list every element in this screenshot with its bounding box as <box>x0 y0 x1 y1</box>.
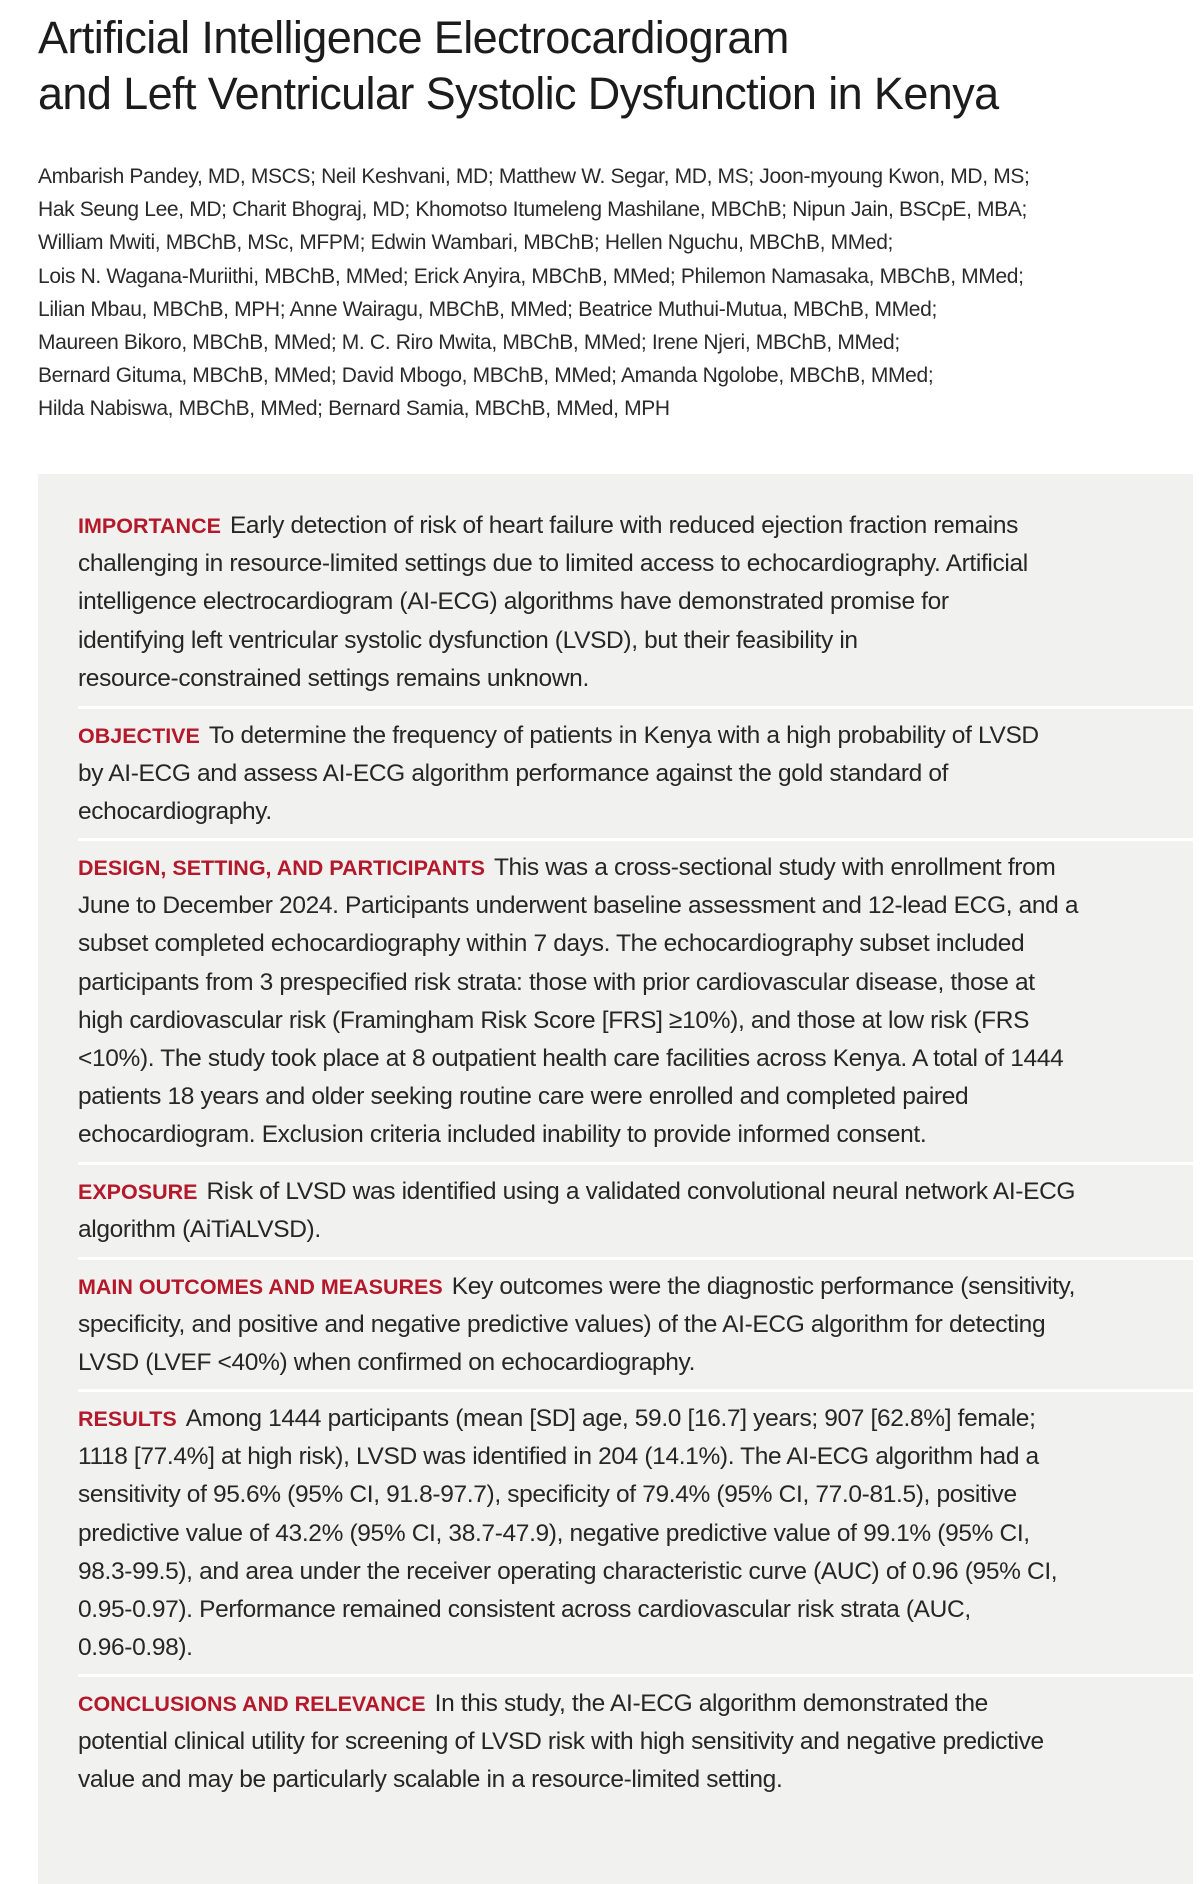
section-text-line: algorithm (AiTiALVSD). <box>78 1216 321 1244</box>
section-divider <box>78 1674 1198 1677</box>
abstract-box <box>38 474 1193 1884</box>
section-text-line: sensitivity of 95.6% (95% CI, 91.8-97.7), specificity of 79.4% (95% CI, 77.0-81.5), positive <box>78 1481 1017 1509</box>
section-text-line: value and may be particularly scalable in a resource-limited setting. <box>78 1766 783 1794</box>
section-text-line: Key outcomes were the diagnostic performance (sensitivity, <box>451 1273 1076 1300</box>
author-line: William Mwiti, MBChB, MSc, MFPM; Edwin Wambari, MBChB; Hellen Nguchu, MBChB, MMed; <box>38 231 894 255</box>
article-title-line-1: Artificial Intelligence Electrocardiogram <box>38 12 789 63</box>
section-text-line: echocardiogram. Exclusion criteria included inability to provide informed consent. <box>78 1121 927 1149</box>
section-text-line: To determine the frequency of patients in Kenya with a high probability of LVSD <box>208 722 1039 749</box>
section-text-line: potential clinical utility for screening of LVSD risk with high sensitivity and negative predictive <box>78 1728 1044 1756</box>
section-divider <box>78 1257 1198 1260</box>
section-text-line: In this study, the AI-ECG algorithm demonstrated the <box>434 1690 988 1717</box>
article-title-line-2: and Left Ventricular Systolic Dysfunction in Kenya <box>38 68 999 119</box>
article-title <box>38 10 1158 122</box>
author-line: Bernard Gituma, MBChB, MMed; David Mbogo, MBChB, MMed; Amanda Ngolobe, MBChB, MMed; <box>38 364 934 388</box>
section-heading: OBJECTIVE <box>78 724 200 748</box>
section-text-line: identifying left ventricular systolic dysfunction (LVSD), but their feasibility in <box>78 626 858 654</box>
section-text-line: 0.95-0.97). Performance remained consistent across cardiovascular risk strata (AUC, <box>78 1596 971 1624</box>
abstract-section-exposure <box>78 1173 1198 1249</box>
section-text-line: resource-constrained settings remains unknown. <box>78 664 589 692</box>
section-text-line: by AI-ECG and assess AI-ECG algorithm performance against the gold standard of <box>78 760 949 788</box>
author-line: Maureen Bikoro, MBChB, MMed; M. C. Riro Mwita, MBChB, MMed; Irene Njeri, MBChB, MMed; <box>38 331 900 355</box>
abstract-section-results <box>78 1400 1198 1667</box>
author-line: Lois N. Wagana-Muriithi, MBChB, MMed; Erick Anyira, MBChB, MMed; Philemon Namasaka, MBChB, MMed; <box>38 264 1024 288</box>
author-line: Hilda Nabiswa, MBChB, MMed; Bernard Samia, MBChB, MMed, MPH <box>38 397 670 421</box>
section-heading: EXPOSURE <box>78 1180 198 1204</box>
section-divider <box>78 838 1198 841</box>
section-text-line: challenging in resource-limited settings due to limited access to echocardiography. Artificial <box>78 550 1028 578</box>
section-text-line: <10%). The study took place at 8 outpatient health care facilities across Kenya. A total of 1444 <box>78 1045 1064 1073</box>
author-line: Ambarish Pandey, MD, MSCS; Neil Keshvani, MD; Matthew W. Segar, MD, MS; Joon-myoung Kwon, MD, MS; <box>38 165 1030 188</box>
section-text-line: Risk of LVSD was identified using a validated convolutional neural network AI-ECG <box>206 1178 1076 1205</box>
section-divider <box>78 706 1198 709</box>
section-text-line: Early detection of risk of heart failure with reduced ejection fraction remains <box>229 512 1018 539</box>
abstract-section-importance <box>78 507 1198 698</box>
section-text-line: participants from 3 prespecified risk strata: those with prior cardiovascular disease, those at <box>78 968 1035 996</box>
section-heading: IMPORTANCE <box>78 514 221 538</box>
abstract-section-conclusions <box>78 1685 1198 1800</box>
section-text-line: patients 18 years and older seeking routine care were enrolled and completed paired <box>78 1083 969 1111</box>
abstract-section-objective <box>78 717 1198 832</box>
section-heading: RESULTS <box>78 1407 177 1431</box>
section-divider <box>78 1162 1198 1165</box>
abstract-section-outcomes <box>78 1268 1198 1383</box>
section-text-line: This was a cross-sectional study with enrollment from <box>493 854 1056 881</box>
section-text-line: specificity, and positive and negative predictive values) of the AI-ECG algorithm for detecting <box>78 1311 1046 1339</box>
section-text-line: high cardiovascular risk (Framingham Risk Score [FRS] ≥10%), and those at low risk (FRS <box>78 1006 1030 1034</box>
section-text-line: 98.3-99.5), and area under the receiver operating characteristic curve (AUC) of 0.96 (95% CI, <box>78 1557 1058 1585</box>
section-heading: CONCLUSIONS AND RELEVANCE <box>78 1692 426 1716</box>
abstract-section-design <box>78 849 1198 1155</box>
author-list <box>38 160 1168 426</box>
section-heading: DESIGN, SETTING, AND PARTICIPANTS <box>78 856 485 880</box>
section-text-line: LVSD (LVEF <40%) when confirmed on echocardiography. <box>78 1349 696 1377</box>
section-text-line: 1118 [77.4%] at high risk), LVSD was identified in 204 (14.1%). The AI-ECG algorithm had a <box>78 1443 1039 1471</box>
section-text-line: intelligence electrocardiogram (AI-ECG) algorithms have demonstrated promise for <box>78 588 949 616</box>
section-text-line: predictive value of 43.2% (95% CI, 38.7-47.9), negative predictive value of 99.1% (95% CI, <box>78 1519 1030 1547</box>
section-text-line: Among 1444 participants (mean [SD] age, 59.0 [16.7] years; 907 [62.8%] female; <box>185 1405 1036 1432</box>
section-heading: MAIN OUTCOMES AND MEASURES <box>78 1275 443 1299</box>
section-text-line: echocardiography. <box>78 798 272 826</box>
section-text-line: subset completed echocardiography within 7 days. The echocardiography subset included <box>78 930 1025 958</box>
section-text-line: 0.96-0.98). <box>78 1634 193 1662</box>
author-line: Lilian Mbau, MBChB, MPH; Anne Wairagu, MBChB, MMed; Beatrice Muthui-Mutua, MBChB, MMed; <box>38 297 937 321</box>
section-divider <box>78 1389 1198 1392</box>
section-text-line: June to December 2024. Participants underwent baseline assessment and 12-lead ECG, and a <box>78 892 1079 920</box>
author-line: Hak Seung Lee, MD; Charit Bhograj, MD; Khomotso Itumeleng Mashilane, MBChB; Nipun Jain, BSCpE, MBA; <box>38 198 1027 222</box>
